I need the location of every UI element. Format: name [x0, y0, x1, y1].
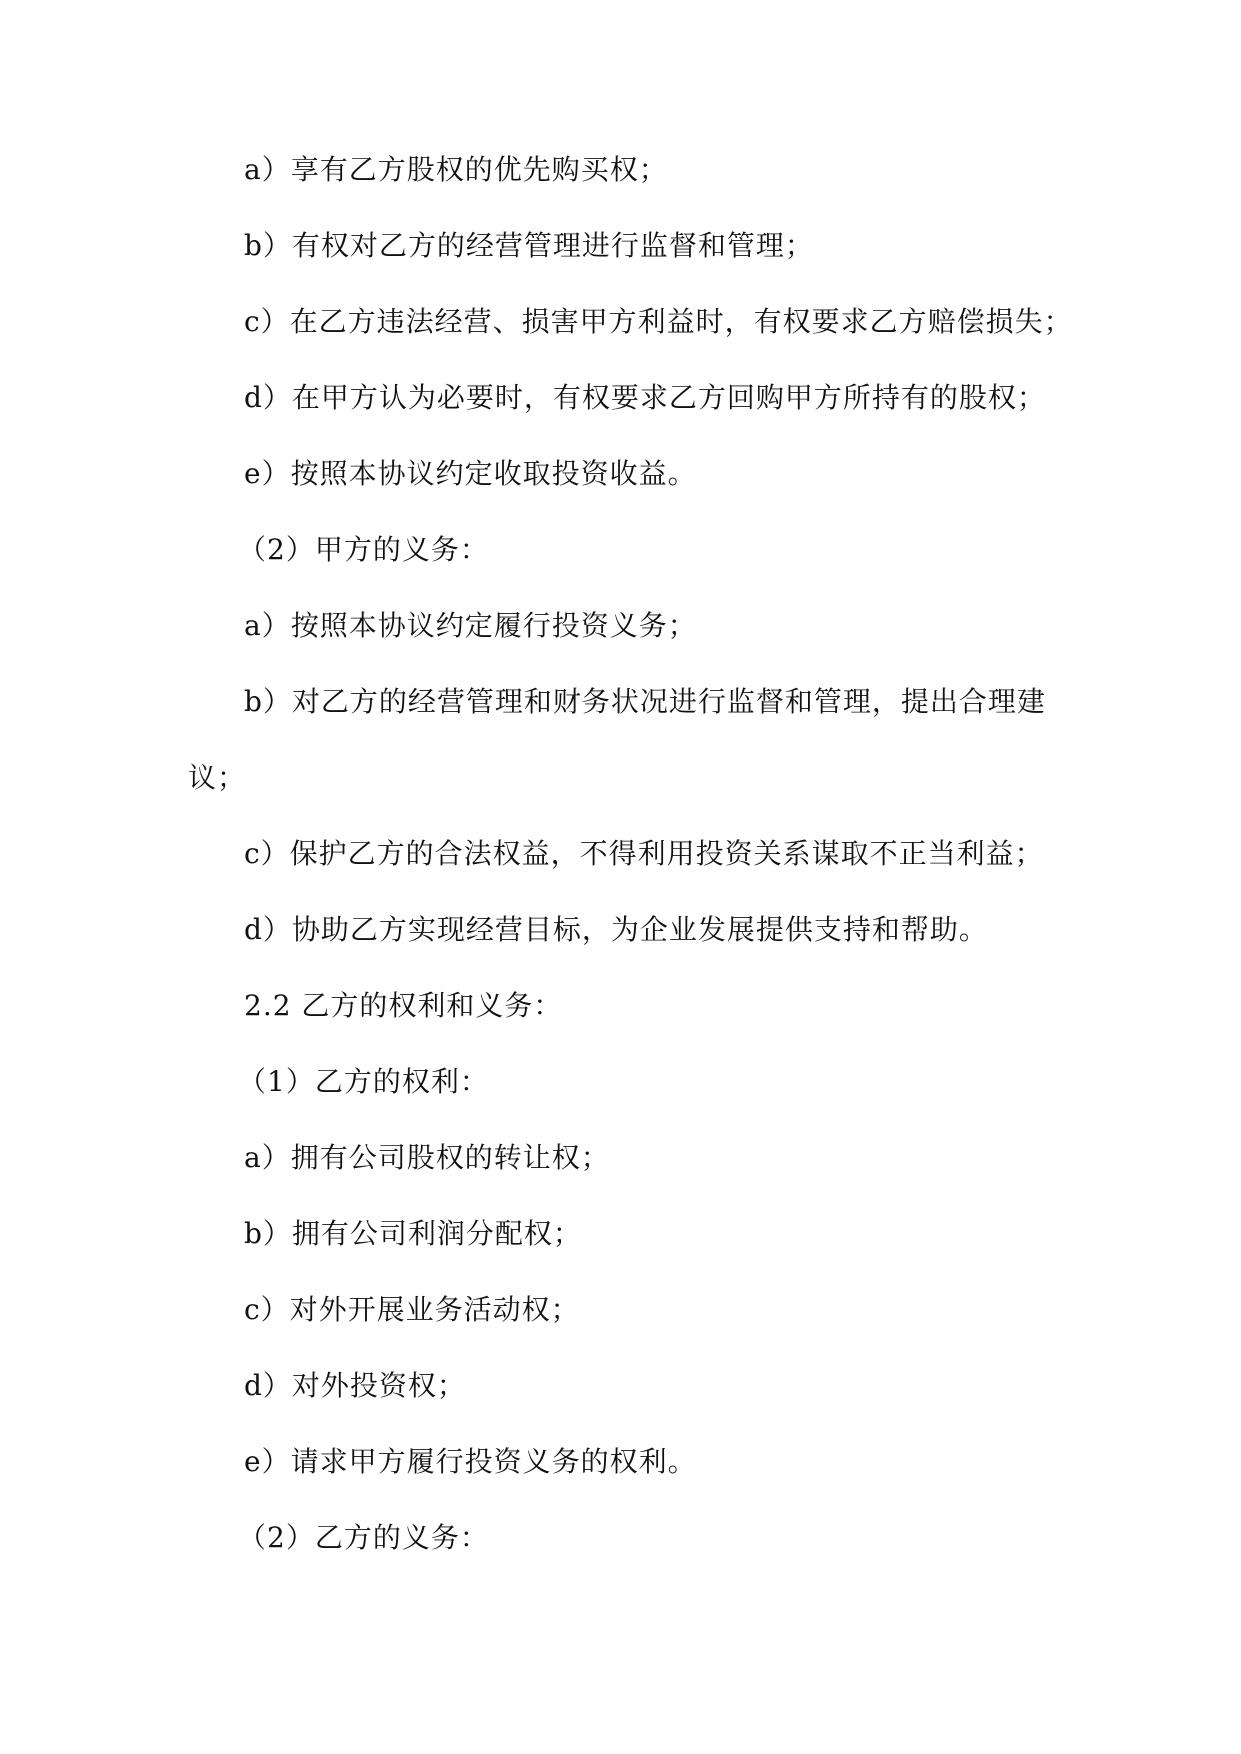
party-a-obligation-b-continuation: 议；: [188, 761, 247, 794]
party-a-right-b: b）有权对乙方的经营管理进行监督和管理；: [244, 229, 814, 262]
party-b-rights-heading: （1）乙方的权利：: [238, 1065, 489, 1098]
party-b-right-a: a）拥有公司股权的转让权；: [244, 1141, 610, 1174]
party-a-obligation-d: d）协助乙方实现经营目标，为企业发展提供支持和帮助。: [244, 913, 988, 946]
party-b-right-c: c）对外开展业务活动权；: [244, 1293, 580, 1326]
party-a-right-a: a）享有乙方股权的优先购买权；: [244, 153, 668, 186]
party-a-obligation-b: b）对乙方的经营管理和财务状况进行监督和管理，提出合理建: [244, 685, 1046, 718]
party-a-obligations-heading: （2）甲方的义务：: [238, 533, 489, 566]
section-2-2-heading: 2.2 乙方的权利和义务：: [244, 989, 563, 1022]
party-a-right-c: c）在乙方违法经营、损害甲方利益时，有权要求乙方赔偿损失；: [244, 305, 1073, 338]
party-a-obligation-a: a）按照本协议约定履行投资义务；: [244, 609, 697, 642]
party-a-right-e: e）按照本协议约定收取投资收益。: [244, 457, 697, 490]
party-b-obligations-heading: （2）乙方的义务：: [238, 1521, 489, 1554]
party-a-obligation-c: c）保护乙方的合法权益，不得利用投资关系谋取不正当利益；: [244, 837, 1044, 870]
party-b-right-e: e）请求甲方履行投资义务的权利。: [244, 1445, 697, 1478]
party-b-right-b: b）拥有公司利润分配权；: [244, 1217, 582, 1250]
party-a-right-d: d）在甲方认为必要时，有权要求乙方回购甲方所持有的股权；: [244, 381, 1046, 414]
party-b-right-d: d）对外投资权；: [244, 1369, 466, 1402]
